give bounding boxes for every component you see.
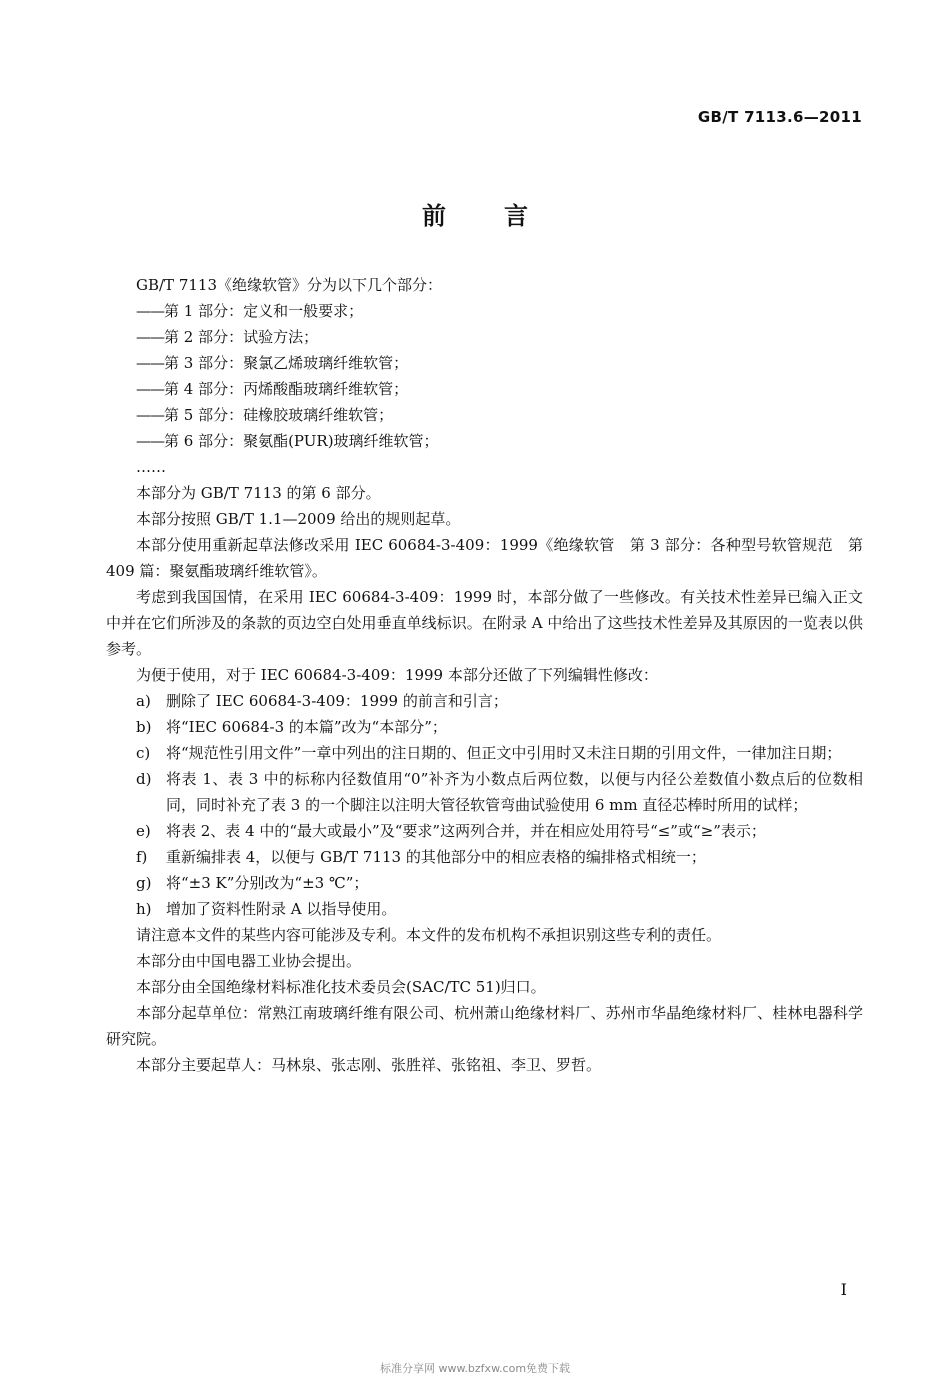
edit-item xyxy=(106,714,863,740)
paragraph-adoption: 本部分使用重新起草法修改采用 IEC 60684-3-409：1999《绝缘软管 第 3 部分：各种型号软管规范 第409 篇：聚氨酯玻璃纤维软管》。 xyxy=(106,536,863,580)
document-body xyxy=(106,272,863,1078)
edit-item xyxy=(106,766,863,818)
paragraph-technical-differences: 考虑到我国国情，在采用 IEC 60684-3-409：1999 时，本部分做了一些修改。有关技术性差异已编入正文中并在它们所涉及的条款的页边空白处用垂直单线标识。在附录 A 中给出了这些技术性差异及其原因的一览表以供参考。 xyxy=(106,588,863,658)
edit-text: 将“±3 K”分别改为“±3 ℃”； xyxy=(166,874,369,892)
part-text: 第 3 部分：聚氯乙烯玻璃纤维软管； xyxy=(164,354,409,372)
edit-label: f) xyxy=(136,848,148,866)
dash-mark: —— xyxy=(136,380,164,398)
paragraph-proposer: 本部分由中国电器工业协会提出。 xyxy=(136,952,362,970)
part-text: 第 1 部分：定义和一般要求； xyxy=(164,302,364,320)
page-title: 前言 xyxy=(422,202,586,230)
edit-label: h) xyxy=(136,900,152,918)
edit-label: c) xyxy=(136,744,151,762)
dash-mark: —— xyxy=(136,328,164,346)
paragraph-drafting-rules: 本部分按照 GB/T 1.1—2009 给出的规则起草。 xyxy=(136,510,461,528)
part-text: 第 4 部分：丙烯酸酯玻璃纤维软管； xyxy=(164,380,409,398)
edit-text: 将表 2、表 4 中的“最大或最小”及“要求”这两列合并，并在相应处用符号“≤”或“≥”表示； xyxy=(166,822,766,840)
part-item xyxy=(106,298,863,324)
part-item xyxy=(106,428,863,454)
part-text: 第 5 部分：硅橡胶玻璃纤维软管； xyxy=(164,406,394,424)
edit-text: 将表 1、表 3 中的标称内径数值用“0”补齐为小数点后两位数，以便与内径公差数值小数点后的位数相同，同时补充了表 3 的一个脚注以注明大管径软管弯曲试验使用 6 mm 直径芯棒时所用的试样； xyxy=(166,770,863,814)
part-item xyxy=(106,350,863,376)
dash-mark: —— xyxy=(136,432,164,450)
part-item xyxy=(106,324,863,350)
edit-text: 增加了资料性附录 A 以指导使用。 xyxy=(166,900,397,918)
paragraph-patent-notice: 请注意本文件的某些内容可能涉及专利。本文件的发布机构不承担识别这些专利的责任。 xyxy=(136,926,722,944)
edit-text: 重新编排表 4，以便与 GB/T 7113 的其他部分中的相应表格的编排格式相统一； xyxy=(166,848,706,866)
watermark-text: 标准分享网 www.bzfxw.com免费下载 xyxy=(379,1362,571,1375)
dash-mark: —— xyxy=(136,302,164,320)
paragraph-drafters: 本部分主要起草人：马林泉、张志刚、张胜祥、张铭祖、李卫、罗哲。 xyxy=(136,1056,602,1074)
edit-label: d) xyxy=(136,770,152,788)
edit-text: 将“规范性引用文件”一章中列出的注日期的、但正文中引用时又未注日期的引用文件，一律加注日期； xyxy=(166,744,842,762)
edit-item xyxy=(106,844,863,870)
part-text: 第 6 部分：聚氨酯(PUR)玻璃纤维软管； xyxy=(164,432,439,450)
edit-label: g) xyxy=(136,874,152,892)
edit-label: b) xyxy=(136,718,152,736)
standard-code: GB/T 7113.6—2011 xyxy=(697,108,862,126)
edit-item xyxy=(106,740,863,766)
intro-paragraph: GB/T 7113《绝缘软管》分为以下几个部分： xyxy=(136,276,443,294)
edit-item xyxy=(106,896,863,922)
part-text: 第 2 部分：试验方法； xyxy=(164,328,319,346)
edit-item xyxy=(106,870,863,896)
edit-item xyxy=(106,818,863,844)
edit-label: a) xyxy=(136,692,151,710)
edit-text: 将“IEC 60684-3 的本篇”改为“本部分”； xyxy=(166,718,447,736)
dash-mark: —— xyxy=(136,354,164,372)
page-number: I xyxy=(840,1280,847,1299)
parts-ellipsis: …… xyxy=(136,458,166,476)
edit-label: e) xyxy=(136,822,151,840)
paragraph-part-number: 本部分为 GB/T 7113 的第 6 部分。 xyxy=(136,484,381,502)
paragraph-editorial-intro: 为便于使用，对于 IEC 60684-3-409：1999 本部分还做了下列编辑性修改： xyxy=(136,666,658,684)
part-item xyxy=(106,402,863,428)
part-item xyxy=(106,376,863,402)
edit-text: 删除了 IEC 60684-3-409：1999 的前言和引言； xyxy=(166,692,508,710)
paragraph-drafting-units: 本部分起草单位：常熟江南玻璃纤维有限公司、杭州萧山绝缘材料厂、苏州市华晶绝缘材料厂、桂林电器科学研究院。 xyxy=(106,1004,863,1048)
paragraph-committee: 本部分由全国绝缘材料标准化技术委员会(SAC/TC 51)归口。 xyxy=(136,978,546,996)
edit-item xyxy=(106,688,863,714)
dash-mark: —— xyxy=(136,406,164,424)
